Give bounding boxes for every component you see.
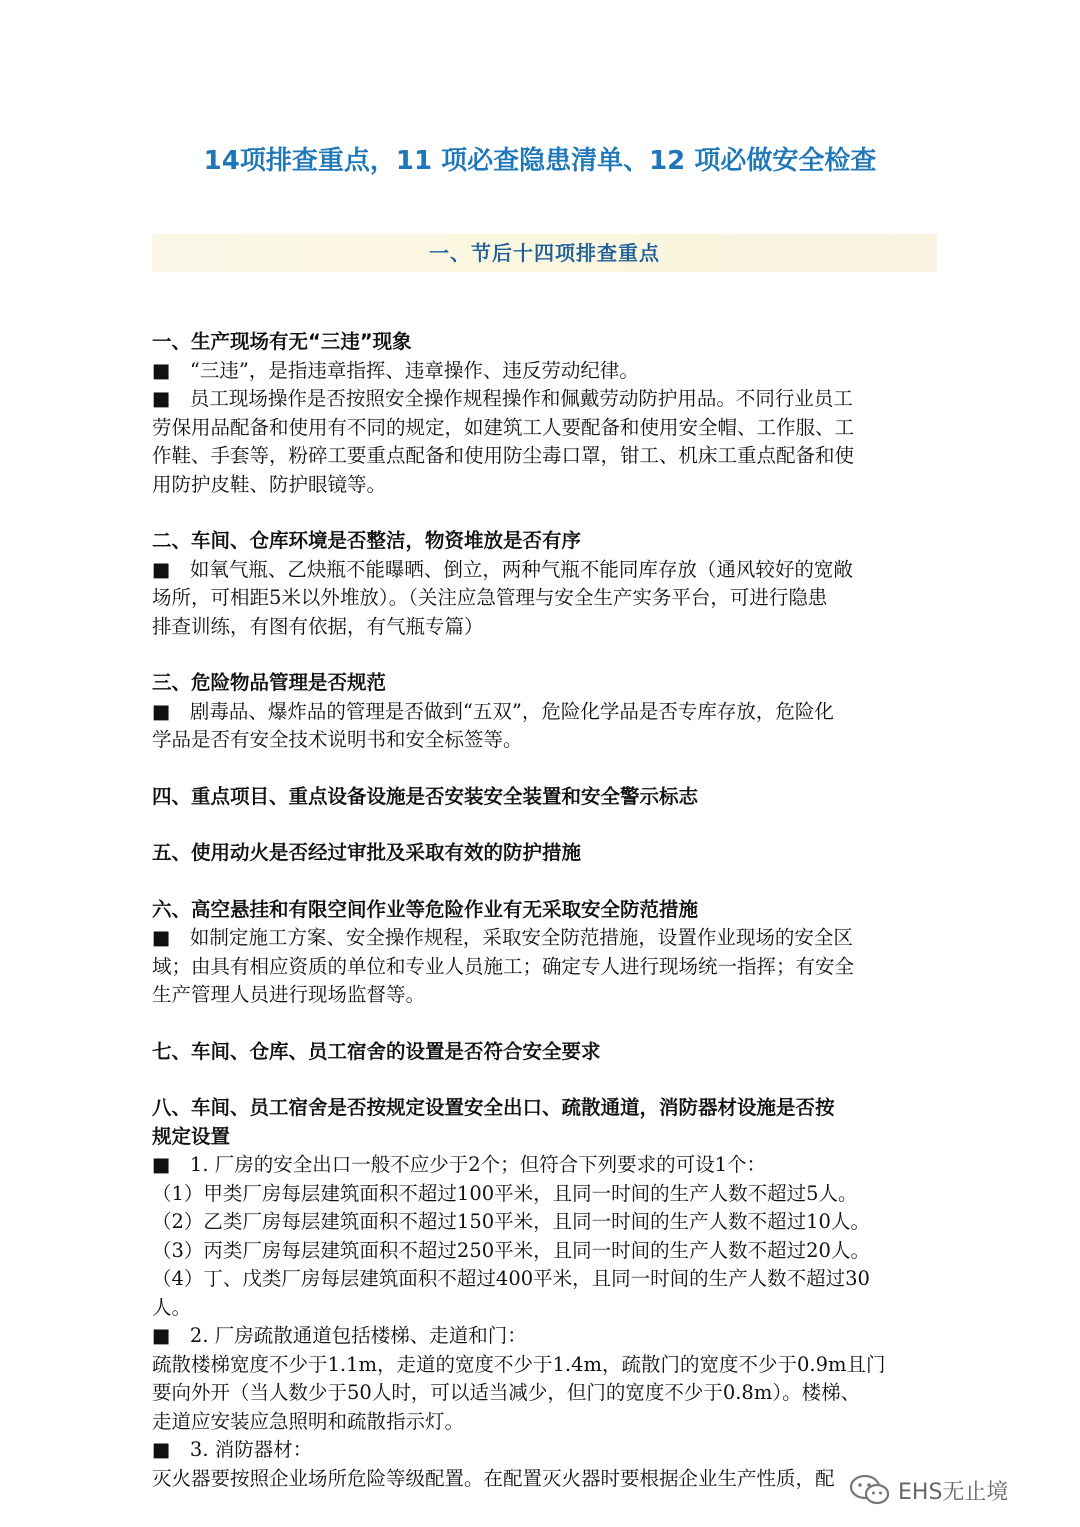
body-line: （2）乙类厂房每层建筑面积不超过150平米，且同一时间的生产人数不超过10人。 — [152, 1210, 870, 1233]
body-line: ■ 2. 厂房疏散通道包括楼梯、走道和门： — [152, 1324, 527, 1347]
item-heading: 三、危险物品管理是否规范 — [152, 671, 387, 694]
section-item — [152, 783, 942, 812]
body-line: ■ 如氧气瓶、乙炔瓶不能曝晒、倒立，两种气瓶不能同库存放（通风较好的宽敞 — [152, 557, 853, 581]
item-heading: 五、使用动火是否经过审批及采取有效的防护措施 — [152, 841, 582, 864]
document-body — [152, 328, 942, 1521]
section-item — [152, 839, 942, 868]
body-line: 疏散楼梯宽度不少于1.1m，走道的宽度不少于1.4m，疏散门的宽度不少于0.9m且门 — [152, 1352, 886, 1376]
body-line: 劳保用品配备和使用有不同的规定，如建筑工人要配备和使用安全帽、工作服、工 — [152, 415, 855, 439]
watermark — [848, 1470, 1008, 1510]
body-line: 用防护皮鞋、防护眼镜等。 — [152, 472, 387, 496]
body-line: 作鞋、手套等，粉碎工要重点配备和使用防尘毒口罩，钳工、机床工重点配备和使 — [152, 444, 855, 467]
section-heading: 一、节后十四项排查重点 — [152, 234, 937, 272]
item-heading: 七、车间、仓库、员工宿舍的设置是否符合安全要求 — [152, 1039, 601, 1063]
page-title: 14项排查重点，11 项必查隐患清单、12 项必做安全检查 — [203, 146, 877, 176]
body-line: ■ 剧毒品、爆炸品的管理是否做到“五双”，危险化学品是否专库存放，危险化 — [152, 699, 834, 723]
body-line: 域；由具有相应资质的单位和专业人员施工；确定专人进行现场统一指挥；有安全 — [152, 954, 855, 978]
body-line: 生产管理人员进行现场监督等。 — [152, 983, 426, 1006]
section-item — [152, 1038, 942, 1067]
wechat-icon — [848, 1472, 892, 1508]
body-line: 排查训练，有图有依据，有气瓶专篇） — [152, 614, 484, 638]
watermark-text: EHS无止境 — [898, 1479, 1009, 1505]
body-line: 场所，可相距5米以外堆放）。（关注应急管理与安全生产实务平台，可进行隐患 — [152, 586, 828, 609]
body-line: （3）丙类厂房每层建筑面积不超过250平米，且同一时间的生产人数不超过20人。 — [152, 1238, 870, 1262]
item-heading: 二、车间、仓库环境是否整洁，物资堆放是否有序 — [152, 529, 582, 552]
body-line: 灭火器要按照企业场所危险等级配置。在配置灭火器时要根据企业生产性质，配 — [152, 1466, 835, 1490]
body-line: ■ 如制定施工方案、安全操作规程，采取安全防范措施，设置作业现场的安全区 — [152, 926, 853, 949]
body-line: 走道应安装应急照明和疏散指示灯。 — [152, 1409, 465, 1433]
body-line: ■ 员工现场操作是否按照安全操作规程操作和佩戴劳动防护用品。不同行业员工 — [152, 387, 853, 410]
section-item — [152, 1094, 942, 1493]
section-item — [152, 328, 942, 499]
section-item — [152, 669, 942, 755]
body-line: 要向外开（当人数少于50人时，可以适当减少，但门的宽度不少于0.8m）。楼梯、 — [152, 1381, 861, 1404]
body-line: 学品是否有安全技术说明书和安全标签等。 — [152, 728, 523, 751]
section-item — [152, 896, 942, 1010]
body-line: ■ “三违”，是指违章指挥、违章操作、违反劳动纪律。 — [152, 358, 639, 382]
body-line: （4）丁、戊类厂房每层建筑面积不超过400平米，且同一时间的生产人数不超过30 — [152, 1267, 870, 1290]
body-line: ■ 3. 消防器材： — [152, 1438, 313, 1461]
item-heading: 六、高空悬挂和有限空间作业等危险作业有无采取安全防范措施 — [152, 897, 699, 921]
body-line: （1）甲类厂房每层建筑面积不超过100平米，且同一时间的生产人数不超过5人。 — [152, 1181, 858, 1205]
item-heading: 八、车间、员工宿舍是否按规定设置安全出口、疏散通道，消防器材设施是否按 — [152, 1096, 835, 1119]
section-item — [152, 527, 942, 641]
body-line: 人。 — [152, 1295, 192, 1319]
item-heading: 一、生产现场有无“三违”现象 — [152, 330, 412, 353]
item-heading: 四、重点项目、重点设备设施是否安装安全装置和安全警示标志 — [152, 784, 699, 808]
body-line: ■ 1. 厂房的安全出口一般不应少于2个；但符合下列要求的可设1个： — [152, 1153, 767, 1176]
item-heading-continued: 规定设置 — [152, 1124, 231, 1148]
